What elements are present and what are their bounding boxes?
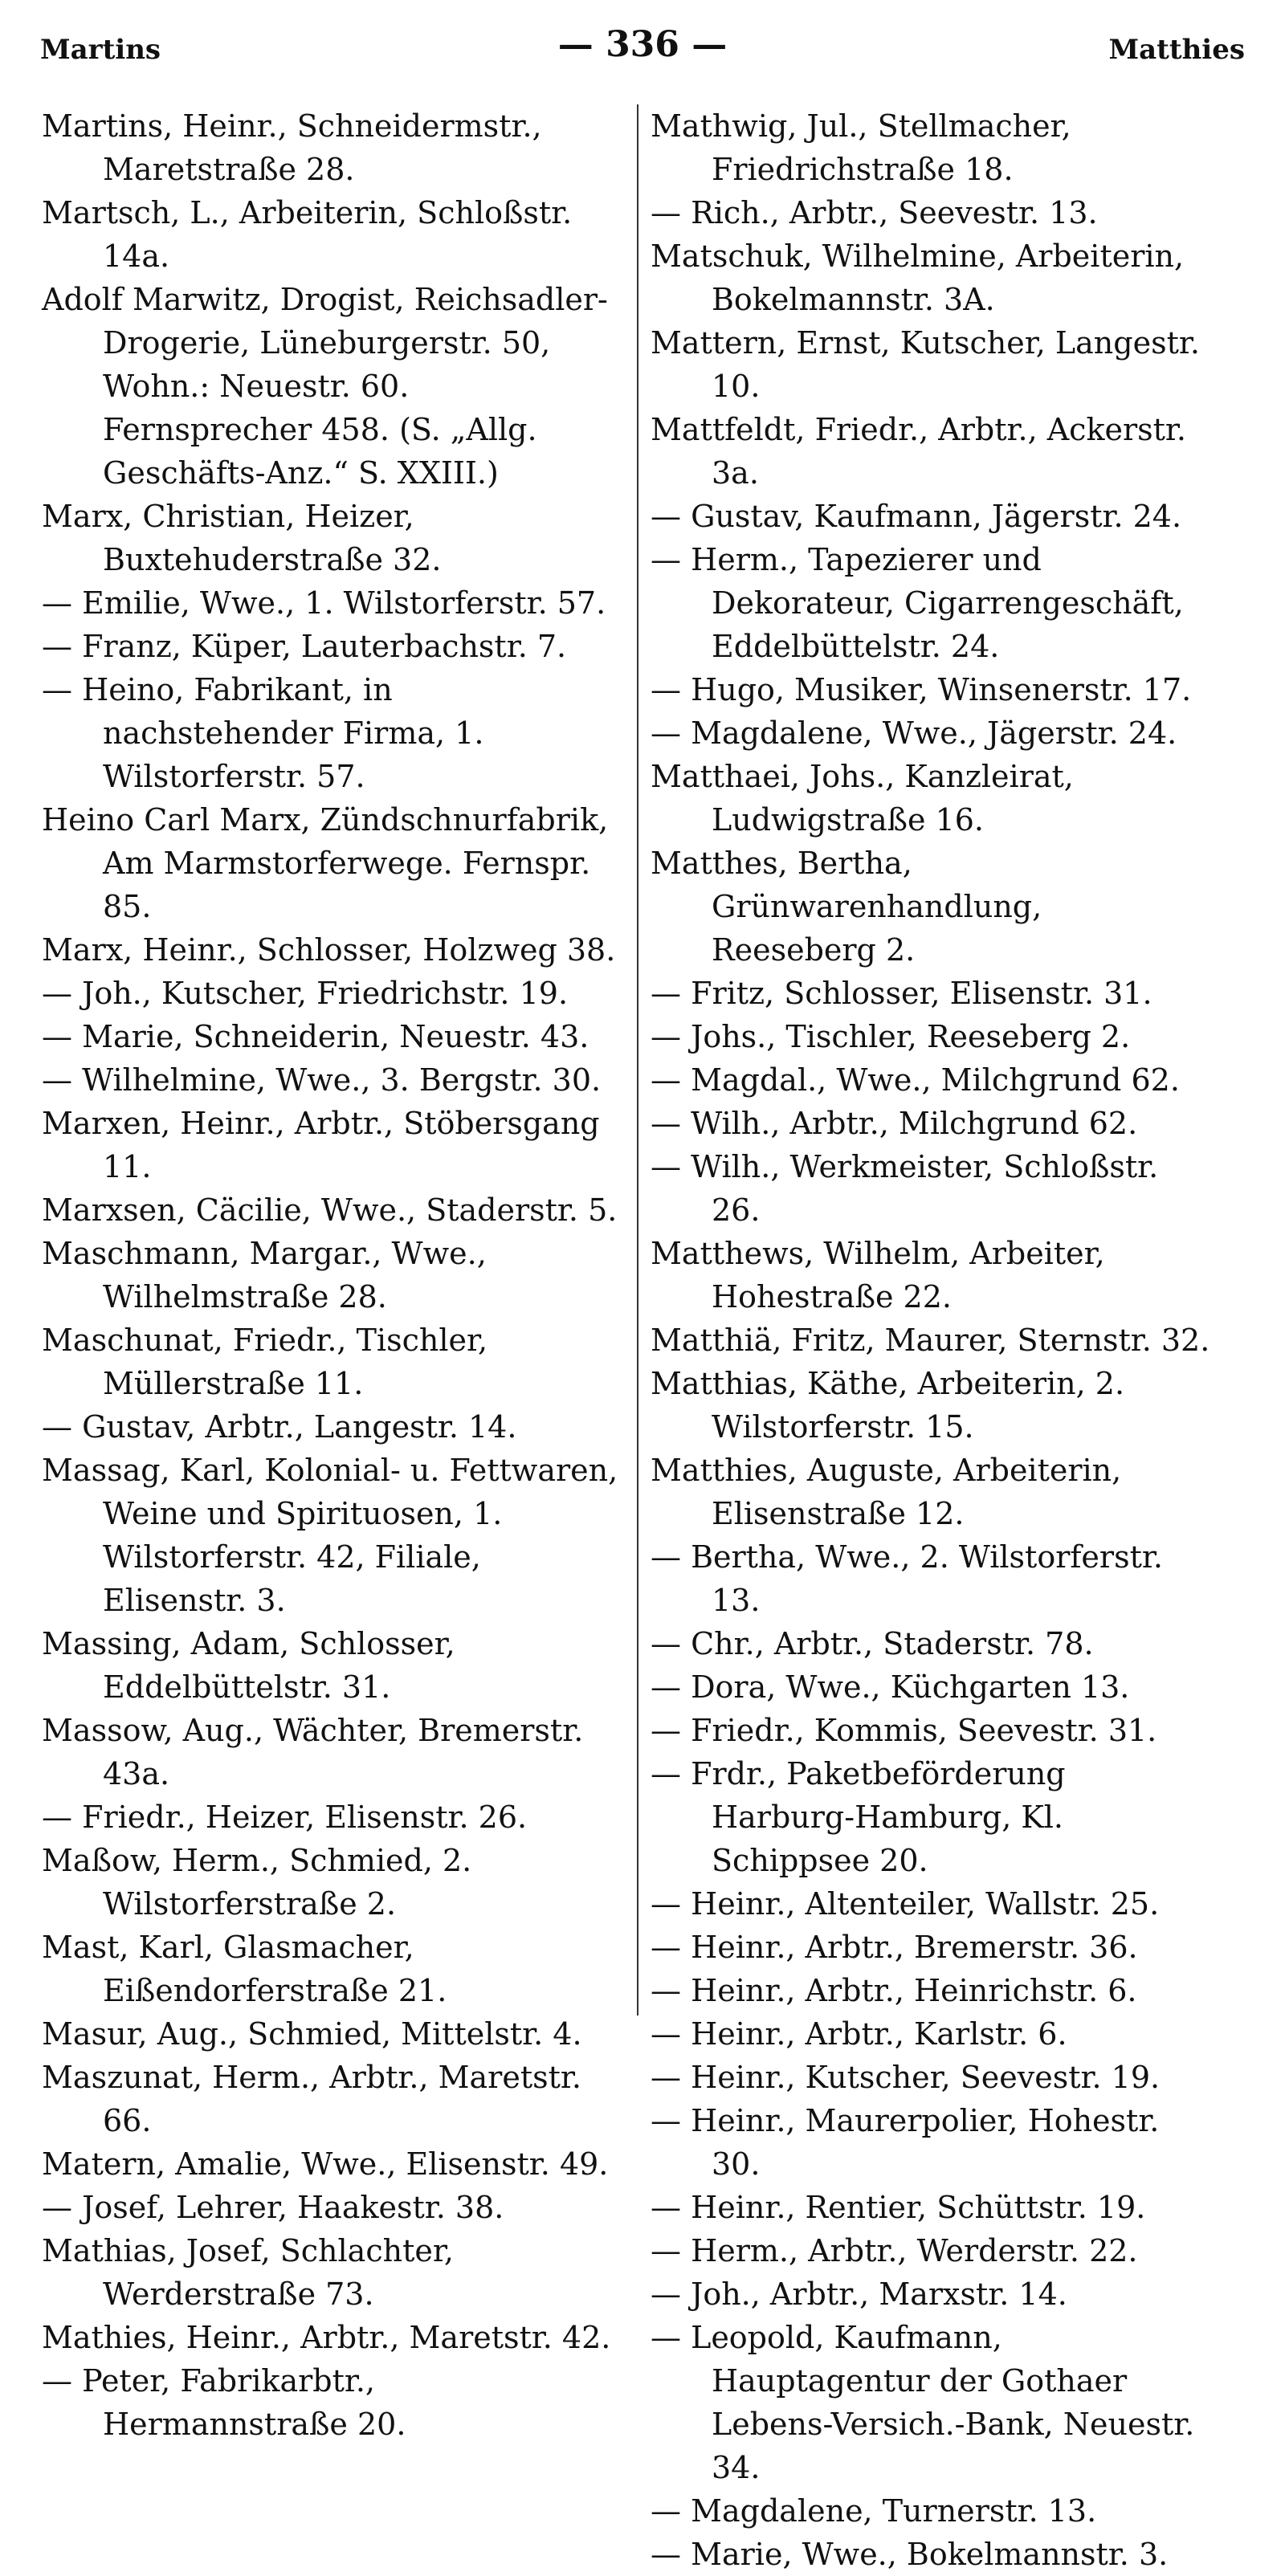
- directory-entry: — Heinr., Maurerpolier, Hohestr. 30.: [651, 2103, 1160, 2182]
- directory-entry: Mast, Karl, Glasmacher, Eißendorferstraße 21.: [42, 1930, 447, 2008]
- directory-entry: Marxen, Heinr., Arbtr., Stöbersgang 11.: [42, 1106, 600, 1184]
- directory-entry: Massing, Adam, Schlosser, Eddelbüttelstr. 31.: [42, 1626, 455, 1705]
- directory-entry: — Josef, Lehrer, Haakestr. 38.: [42, 2190, 504, 2225]
- directory-entry: Masur, Aug., Schmied, Mittelstr. 4.: [42, 2016, 582, 2052]
- directory-entry: Matthes, Bertha, Grünwarenhandlung, Reeseberg 2.: [651, 846, 1042, 968]
- directory-entry: Matthiä, Fritz, Maurer, Sternstr. 32.: [651, 1323, 1210, 1358]
- directory-entry: — Marie, Schneiderin, Neuestr. 43.: [42, 1019, 589, 1054]
- directory-entry: — Rich., Arbtr., Seevestr. 13.: [651, 195, 1098, 230]
- directory-entry: Mathies, Heinr., Arbtr., Maretstr. 42.: [42, 2320, 611, 2355]
- directory-entry: Adolf Marwitz, Drogist, Reichsadler-Drogerie, Lüneburgerstr. 50, Wohn.: Neuestr. 60. Fernsprecher 458. (S. „Allg. Geschäfts-Anz.“ S. XXIII.): [42, 282, 608, 491]
- directory-entry: — Heinr., Kutscher, Seevestr. 19.: [651, 2060, 1161, 2095]
- directory-entry: Matschuk, Wilhelmine, Arbeiterin, Bokelmannstr. 3A.: [651, 238, 1185, 317]
- directory-entry: — Wilh., Werkmeister, Schloßstr. 26.: [651, 1149, 1159, 1228]
- directory-entry: Heino Carl Marx, Zündschnurfabrik, Am Marmstorferwege. Fernspr. 85.: [42, 802, 609, 924]
- directory-entry: — Heinr., Arbtr., Bremerstr. 36.: [651, 1930, 1138, 1965]
- directory-entry: Maßow, Herm., Schmied, 2. Wilstorferstraße 2.: [42, 1843, 472, 1922]
- directory-entry: — Johs., Tischler, Reeseberg 2.: [651, 1019, 1131, 1054]
- directory-entry: — Fritz, Schlosser, Elisenstr. 31.: [651, 976, 1152, 1011]
- directory-entry: — Friedr., Heizer, Elisenstr. 26.: [42, 1800, 528, 1835]
- directory-entry: — Emilie, Wwe., 1. Wilstorferstr. 57.: [42, 585, 606, 621]
- directory-entry: Marxsen, Cäcilie, Wwe., Staderstr. 5.: [42, 1192, 618, 1228]
- directory-entry: — Frdr., Paketbeförderung Harburg-Hamburg, Kl. Schippsee 20.: [651, 1756, 1066, 1878]
- right-column: [651, 104, 1213, 2576]
- directory-entry: Massow, Aug., Wächter, Bremerstr. 43a.: [42, 1713, 584, 1791]
- directory-entry: — Wilhelmine, Wwe., 3. Bergstr. 30.: [42, 1062, 602, 1098]
- directory-entry: — Magdalene, Turnerstr. 13.: [651, 2493, 1097, 2529]
- directory-entry: — Heino, Fabrikant, in nachstehender Firma, 1. Wilstorferstr. 57.: [42, 672, 484, 794]
- directory-entry: — Magdalene, Wwe., Jägerstr. 24.: [651, 715, 1177, 751]
- directory-entry: Matthies, Auguste, Arbeiterin, Elisenstraße 12.: [651, 1453, 1122, 1531]
- directory-entry: — Herm., Tapezierer und Dekorateur, Cigarrengeschäft, Eddelbüttelstr. 24.: [651, 542, 1184, 664]
- directory-entry: Maszunat, Herm., Arbtr., Maretstr. 66.: [42, 2060, 581, 2138]
- directory-entry: — Heinr., Arbtr., Karlstr. 6.: [651, 2016, 1067, 2052]
- directory-entry: — Dora, Wwe., Küchgarten 13.: [651, 1669, 1130, 1705]
- directory-entry: Marx, Christian, Heizer, Buxtehuderstraße 32.: [42, 499, 442, 577]
- directory-entry: — Bertha, Wwe., 2. Wilstorferstr. 13.: [651, 1539, 1163, 1618]
- directory-entry: Maschmann, Margar., Wwe., Wilhelmstraße 28.: [42, 1236, 487, 1314]
- directory-entry: Matthaei, Johs., Kanzleirat, Ludwigstraße 16.: [651, 759, 1074, 838]
- directory-entry: Marx, Heinr., Schlosser, Holzweg 38.: [42, 932, 616, 968]
- directory-entry: Mattfeldt, Friedr., Arbtr., Ackerstr. 3a.: [651, 412, 1186, 491]
- directory-entry: Maschunat, Friedr., Tischler, Müllerstraße 11.: [42, 1323, 488, 1401]
- directory-entry: Mattern, Ernst, Kutscher, Langestr. 10.: [651, 325, 1200, 404]
- directory-entry: — Joh., Arbtr., Marxstr. 14.: [651, 2276, 1067, 2312]
- directory-entry: — Heinr., Altenteiler, Wallstr. 25.: [651, 1886, 1160, 1922]
- header-left-keyword: Martins: [40, 34, 161, 66]
- directory-entry: Matern, Amalie, Wwe., Elisenstr. 49.: [42, 2146, 609, 2182]
- header-right-keyword: Matthies: [1108, 34, 1245, 66]
- page-header: [40, 24, 1245, 72]
- directory-entry: Matthias, Käthe, Arbeiterin, 2. Wilstorferstr. 15.: [651, 1366, 1125, 1445]
- directory-entry: — Heinr., Arbtr., Heinrichstr. 6.: [651, 1973, 1137, 2008]
- directory-entry: — Peter, Fabrikarbtr., Hermannstraße 20.: [42, 2363, 406, 2442]
- directory-entry: — Gustav, Arbtr., Langestr. 14.: [42, 1409, 517, 1445]
- directory-entry: — Herm., Arbtr., Werderstr. 22.: [651, 2233, 1138, 2268]
- directory-entry: — Chr., Arbtr., Staderstr. 78.: [651, 1626, 1094, 1661]
- directory-entry: — Joh., Kutscher, Friedrichstr. 19.: [42, 976, 569, 1011]
- directory-entry: — Heinr., Rentier, Schüttstr. 19.: [651, 2190, 1146, 2225]
- directory-entry: — Hugo, Musiker, Winsenerstr. 17.: [651, 672, 1192, 707]
- directory-entry: — Marie, Wwe., Bokelmannstr. 3.: [651, 2537, 1169, 2572]
- directory-entry: Martsch, L., Arbeiterin, Schloßstr. 14a.: [42, 195, 573, 274]
- directory-entry: Mathias, Josef, Schlachter, Werderstraße 73.: [42, 2233, 454, 2312]
- directory-entry: Mathwig, Jul., Stellmacher, Friedrichstraße 18.: [651, 108, 1071, 187]
- directory-entry: Matthews, Wilhelm, Arbeiter, Hohestraße 22.: [651, 1236, 1105, 1314]
- directory-entry: — Franz, Küper, Lauterbachstr. 7.: [42, 629, 567, 664]
- directory-entry: — Leopold, Kaufmann, Hauptagentur der Gothaer Lebens-Versich.-Bank, Neuestr. 34.: [651, 2320, 1195, 2485]
- left-column: [42, 104, 626, 2446]
- page-number: — 336 —: [557, 24, 728, 65]
- directory-entry: Martins, Heinr., Schneidermstr., Maretstraße 28.: [42, 108, 542, 187]
- directory-entry: — Wilh., Arbtr., Milchgrund 62.: [651, 1106, 1138, 1141]
- column-divider: [637, 104, 638, 2016]
- directory-entry: Massag, Karl, Kolonial- u. Fettwaren, Weine und Spirituosen, 1. Wilstorferstr. 42, Filiale, Elisenstr. 3.: [42, 1453, 618, 1618]
- directory-entry: — Gustav, Kaufmann, Jägerstr. 24.: [651, 499, 1182, 534]
- directory-entry: — Friedr., Kommis, Seevestr. 31.: [651, 1713, 1157, 1748]
- directory-entry: — Magdal., Wwe., Milchgrund 62.: [651, 1062, 1180, 1098]
